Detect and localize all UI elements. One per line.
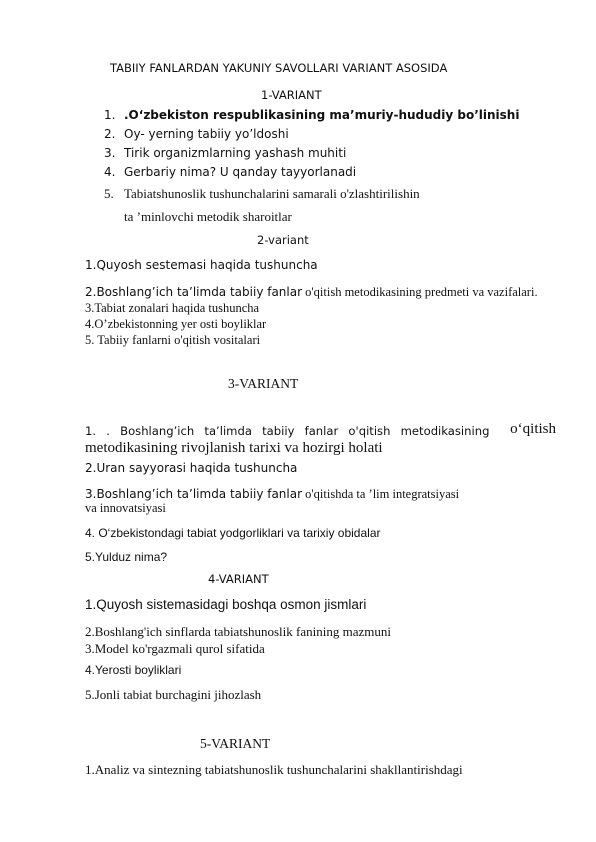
v1-item-1 bbox=[104, 109, 519, 121]
v1-item-2-text: Oy- yerning tabiiy yo’ldoshi bbox=[124, 127, 289, 141]
v2-item-3: 3.Tabiat zonalari haqida tushuncha bbox=[85, 301, 260, 315]
v4-item-2: 2.Boshlang'ich sinflarda tabiatshunoslik fanining mazmuni bbox=[85, 624, 391, 639]
v3-item-4: 4. O‘zbekistondagi tabiat yodgorliklari va tarixiy obidalar bbox=[85, 526, 381, 540]
v3-item-1-continued: metodikasining rivojlanish tarixi va hozirgi holati bbox=[85, 440, 383, 456]
v2-item-1: 1.Quyosh sestemasi haqida tushuncha bbox=[85, 258, 318, 272]
v1-item-1-num: 1. bbox=[104, 108, 116, 122]
v4-item-3: 3.Model ko'rgazmali qurol sifatida bbox=[85, 641, 265, 656]
v1-item-4 bbox=[104, 166, 356, 178]
v3-item-1 bbox=[85, 421, 556, 438]
v2-item-2 bbox=[85, 284, 538, 300]
v3-item-2: 2.Uran sayyorasi haqida tushuncha bbox=[85, 461, 298, 475]
v1-item-2-num: 2. bbox=[104, 127, 116, 141]
variant-5-heading: 5-VARIANT bbox=[200, 736, 271, 751]
variant-1-heading: 1-VARIANT bbox=[261, 88, 322, 102]
v3-item-3-part-b: o'qitishda ta ’lim integratsiyasi bbox=[302, 487, 460, 501]
v3-item-1-text: 1. . Boshlang’ich ta’limda tabiiy fanlar o'qitish metodikasining bbox=[85, 424, 490, 438]
v1-item-5 bbox=[104, 187, 420, 200]
v2-item-5: 5. Tabiiy fanlarni o'qitish vositalari bbox=[85, 333, 261, 347]
v1-item-5-text: Tabiatshunoslik tushunchalarini samarali o'zlashtirilishin bbox=[124, 186, 420, 201]
v2-item-4: 4.O’zbekistonning yer osti boyliklar bbox=[85, 317, 267, 331]
v1-item-4-text: Gerbariy nima? U qanday tayyorlanadi bbox=[124, 165, 357, 179]
v2-item-2-part-b: o'qitish metodikasining predmeti va vazifalari. bbox=[302, 285, 538, 299]
v3-item-5: 5.Yulduz nima? bbox=[85, 550, 168, 564]
v1-item-5-continued: ta ’minlovchi metodik sharoitlar bbox=[124, 209, 292, 224]
v5-item-1: 1.Analiz va sintezning tabiatshunoslik tushunchalarini shakllantirishdagi bbox=[85, 762, 463, 777]
v3-item-1-tail: o‘qitish bbox=[510, 421, 556, 437]
page-title: TABIIY FANLARDAN YAKUNIY SAVOLLARI VARIANT ASOSIDA bbox=[110, 61, 448, 75]
variant-3-heading: 3-VARIANT bbox=[228, 376, 299, 391]
v1-item-3-text: Tirik organizmlarning yashash muhiti bbox=[124, 146, 347, 160]
v4-item-4: 4.Yerosti boyliklari bbox=[85, 663, 182, 677]
v3-item-3 bbox=[85, 486, 459, 502]
v1-item-2 bbox=[104, 128, 289, 140]
v1-item-1-text: .O‘zbekiston respublikasining ma’muriy-hududiy bo’linishi bbox=[124, 108, 520, 122]
v1-item-3 bbox=[104, 147, 346, 159]
v1-item-5-num: 5. bbox=[104, 186, 114, 201]
v4-item-1: 1.Quyosh sistemasidagi boshqa osmon jismlari bbox=[85, 597, 367, 612]
variant-4-heading: 4-VARIANT bbox=[208, 572, 269, 586]
v3-item-3-continued: va innovatsiyasi bbox=[85, 501, 166, 515]
v3-item-3-part-a: 3.Boshlang’ich ta’limda tabiiy fanlar bbox=[85, 487, 303, 501]
v4-item-5: 5.Jonli tabiat burchagini jihozlash bbox=[85, 687, 262, 702]
v1-item-3-num: 3. bbox=[104, 146, 116, 160]
v2-item-2-part-a: 2.Boshlang’ich ta’limda tabiiy fanlar bbox=[85, 285, 303, 299]
variant-2-heading: 2-variant bbox=[257, 233, 309, 247]
v1-item-4-num: 4. bbox=[104, 165, 116, 179]
